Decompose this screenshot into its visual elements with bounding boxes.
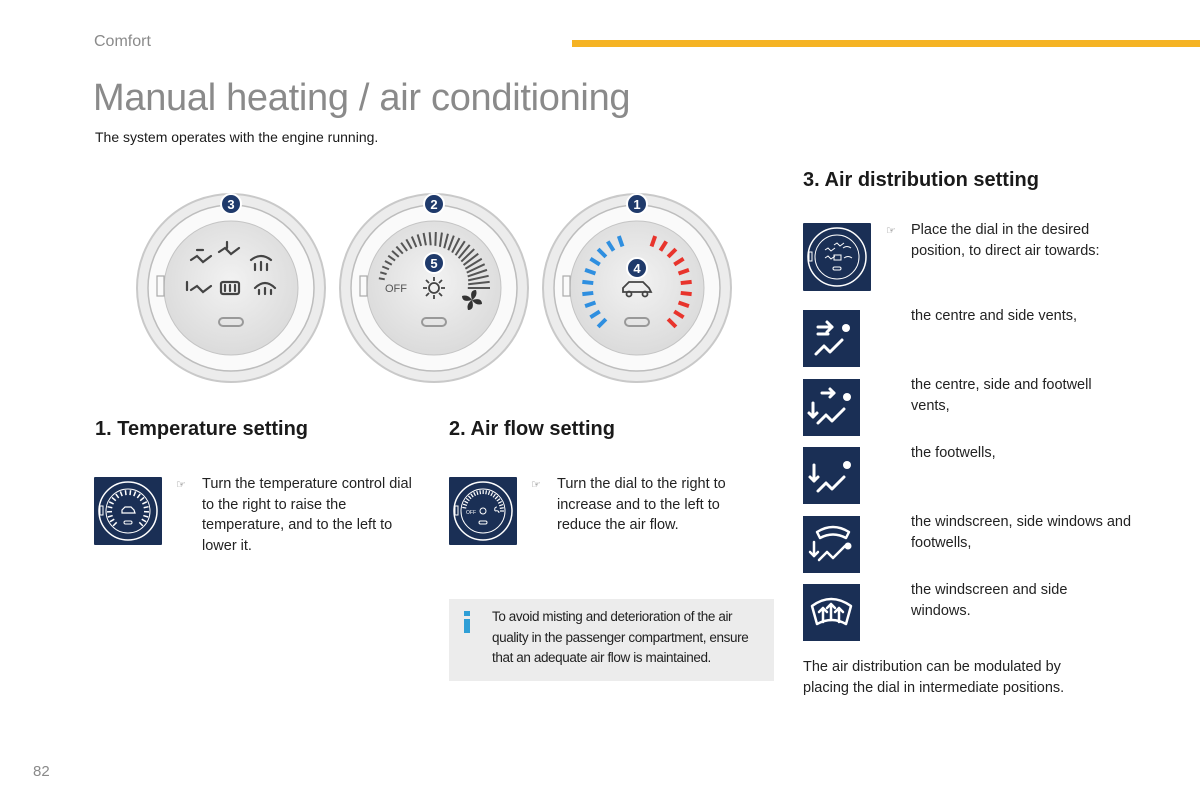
- option-windscreen-side-windows: the windscreen and side windows.: [911, 582, 1068, 619]
- section-label: Comfort: [94, 33, 151, 50]
- dial-off-label: OFF: [385, 283, 407, 295]
- temperature-heading: 1. Temperature setting: [95, 418, 309, 440]
- temperature-text: Turn the temperature control dial to the right to raise the temperature, and to the left to lower it.: [202, 476, 412, 554]
- option-centre-side-vents: the centre and side vents,: [911, 308, 1078, 324]
- dial-badge-1: 1: [633, 197, 641, 212]
- option-windscreen-side-footwells: the windscreen, side windows and footwells,: [911, 514, 1132, 551]
- distribution-intro: Place the dial in the desired position, to direct air towards:: [911, 222, 1100, 259]
- dial-badge-3: 3: [227, 197, 235, 212]
- bullet-icon: ☞: [531, 479, 541, 491]
- accent-bar: [572, 40, 1200, 47]
- option-footwells: the footwells,: [911, 445, 996, 461]
- temperature-dial: [543, 194, 731, 382]
- dial-badge-4: 4: [633, 261, 641, 276]
- page-title: Manual heating / air conditioning: [93, 77, 631, 119]
- info-text: To avoid misting and deterioration of the air quality in the passenger compartment, ensure that an adequate air flow is maintained.: [492, 609, 749, 665]
- dial-badge-5: 5: [430, 256, 438, 271]
- footwells-icon: [803, 447, 860, 504]
- airflow-heading: 2. Air flow setting: [449, 418, 615, 440]
- page-number: 82: [33, 763, 50, 780]
- distribution-dial: [137, 194, 325, 382]
- distribution-footer: The air distribution can be modulated by placing the dial in intermediate positions.: [803, 659, 1065, 696]
- info-icon: [462, 611, 474, 633]
- bullet-icon: ☞: [176, 479, 186, 491]
- airflow-dial: [340, 194, 528, 382]
- intro-text: The system operates with the engine running.: [95, 129, 379, 145]
- control-panel-illustration: [130, 192, 750, 392]
- temperature-dial-thumbnail: [94, 477, 162, 545]
- centre-side-vents-icon: [803, 310, 860, 367]
- bullet-icon: ☞: [886, 225, 896, 237]
- airflow-dial-thumbnail: [449, 477, 517, 545]
- option-centre-side-footwell-vents: the centre, side and footwell vents,: [911, 377, 1092, 414]
- dial-badge-2: 2: [430, 197, 438, 212]
- distribution-dial-thumbnail: [803, 223, 871, 291]
- centre-side-footwell-vents-icon: [803, 379, 860, 436]
- distribution-heading: 3. Air distribution setting: [803, 169, 1039, 191]
- thumb-off-label: OFF: [466, 510, 476, 516]
- windscreen-side-windows-icon: [803, 584, 860, 641]
- airflow-text: Turn the dial to the right to increase and to the left to reduce the air flow.: [557, 476, 726, 533]
- windscreen-side-footwells-icon: [803, 516, 860, 573]
